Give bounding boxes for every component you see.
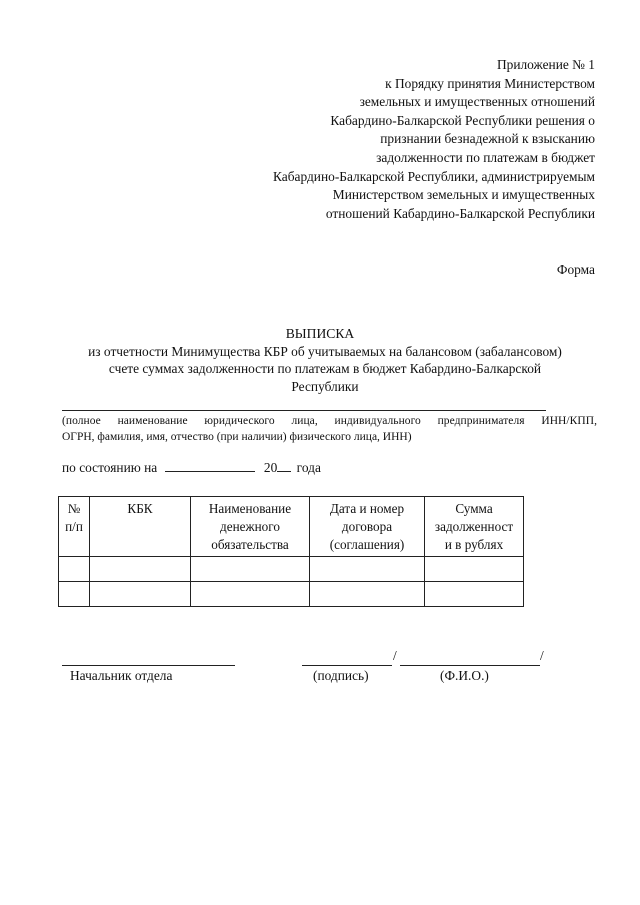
- fio-caption: (Ф.И.О.): [440, 668, 489, 683]
- table-cell[interactable]: [310, 582, 425, 607]
- table-row: [59, 557, 524, 582]
- appendix-block: [273, 56, 595, 223]
- entity-name-hint: [62, 414, 597, 445]
- appendix-line: отношений Кабардино-Балкарской Республики: [325, 205, 595, 221]
- appendix-line: задолженности по платежам в бюджет: [376, 149, 595, 165]
- appendix-line: Приложение № 1: [496, 57, 595, 72]
- signature-caption: (подпись): [313, 668, 369, 683]
- document-subtitle: [40, 343, 610, 395]
- separator-slash: /: [393, 648, 397, 663]
- header-cell-obligation: Наименование денежного обязательства: [191, 497, 310, 557]
- fio-line[interactable]: [400, 665, 540, 666]
- separator-slash: /: [540, 648, 544, 663]
- year-blank[interactable]: [277, 460, 291, 472]
- position-signature-line[interactable]: [62, 665, 235, 666]
- header-cell-kbk: КБК: [90, 497, 191, 557]
- position-label: Начальник отдела: [70, 668, 173, 683]
- as-of-suffix: года: [296, 460, 321, 475]
- date-blank[interactable]: [165, 460, 255, 472]
- year-prefix: 20: [263, 460, 278, 475]
- hint-line: (полное наименование юридического лица, индивидуального предпринимателя ИНН/КПП,: [62, 415, 597, 427]
- appendix-line: земельных и имущественных отношений: [359, 94, 595, 110]
- subtitle-line: из отчетности Минимущества КБР об учитываемых на балансовом (забалансовом): [88, 344, 562, 359]
- header-cell-amount: Сумма задолженност и в рублях: [425, 497, 524, 557]
- as-of-prefix: по состоянию на: [62, 460, 158, 475]
- table-cell[interactable]: [425, 557, 524, 582]
- subtitle-line: счете суммах задолженности по платежам в бюджет Кабардино-Балкарской: [108, 361, 542, 377]
- table-cell[interactable]: [310, 557, 425, 582]
- as-of-date: [62, 460, 321, 476]
- appendix-line: к Порядку принятия Министерством: [385, 75, 595, 91]
- header-cell-contract: Дата и номер договора (соглашения): [310, 497, 425, 557]
- debt-table: [58, 496, 524, 607]
- table-cell[interactable]: [191, 582, 310, 607]
- appendix-line: Кабардино-Балкарской Республики, администрируемым: [273, 168, 595, 184]
- table-cell[interactable]: [90, 582, 191, 607]
- appendix-line: признании безнадежной к взысканию: [380, 131, 595, 147]
- appendix-line: Кабардино-Балкарской Республики решения о: [330, 112, 595, 128]
- table-cell[interactable]: [191, 557, 310, 582]
- table-header-row: [59, 497, 524, 557]
- table-cell[interactable]: [59, 557, 90, 582]
- table-cell[interactable]: [425, 582, 524, 607]
- header-cell-number: № п/п: [59, 497, 90, 557]
- table-row: [59, 582, 524, 607]
- hint-line: ОГРН, фамилия, имя, отчество (при наличии) физического лица, ИНН): [62, 430, 412, 443]
- table-cell[interactable]: [90, 557, 191, 582]
- table-cell[interactable]: [59, 582, 90, 607]
- signature-line[interactable]: [302, 665, 392, 666]
- form-label: Форма: [556, 262, 595, 277]
- subtitle-line: Республики: [291, 378, 359, 394]
- document-title: ВЫПИСКА: [285, 326, 355, 341]
- entity-name-line[interactable]: [62, 410, 546, 411]
- appendix-line: Министерством земельных и имущественных: [332, 187, 595, 203]
